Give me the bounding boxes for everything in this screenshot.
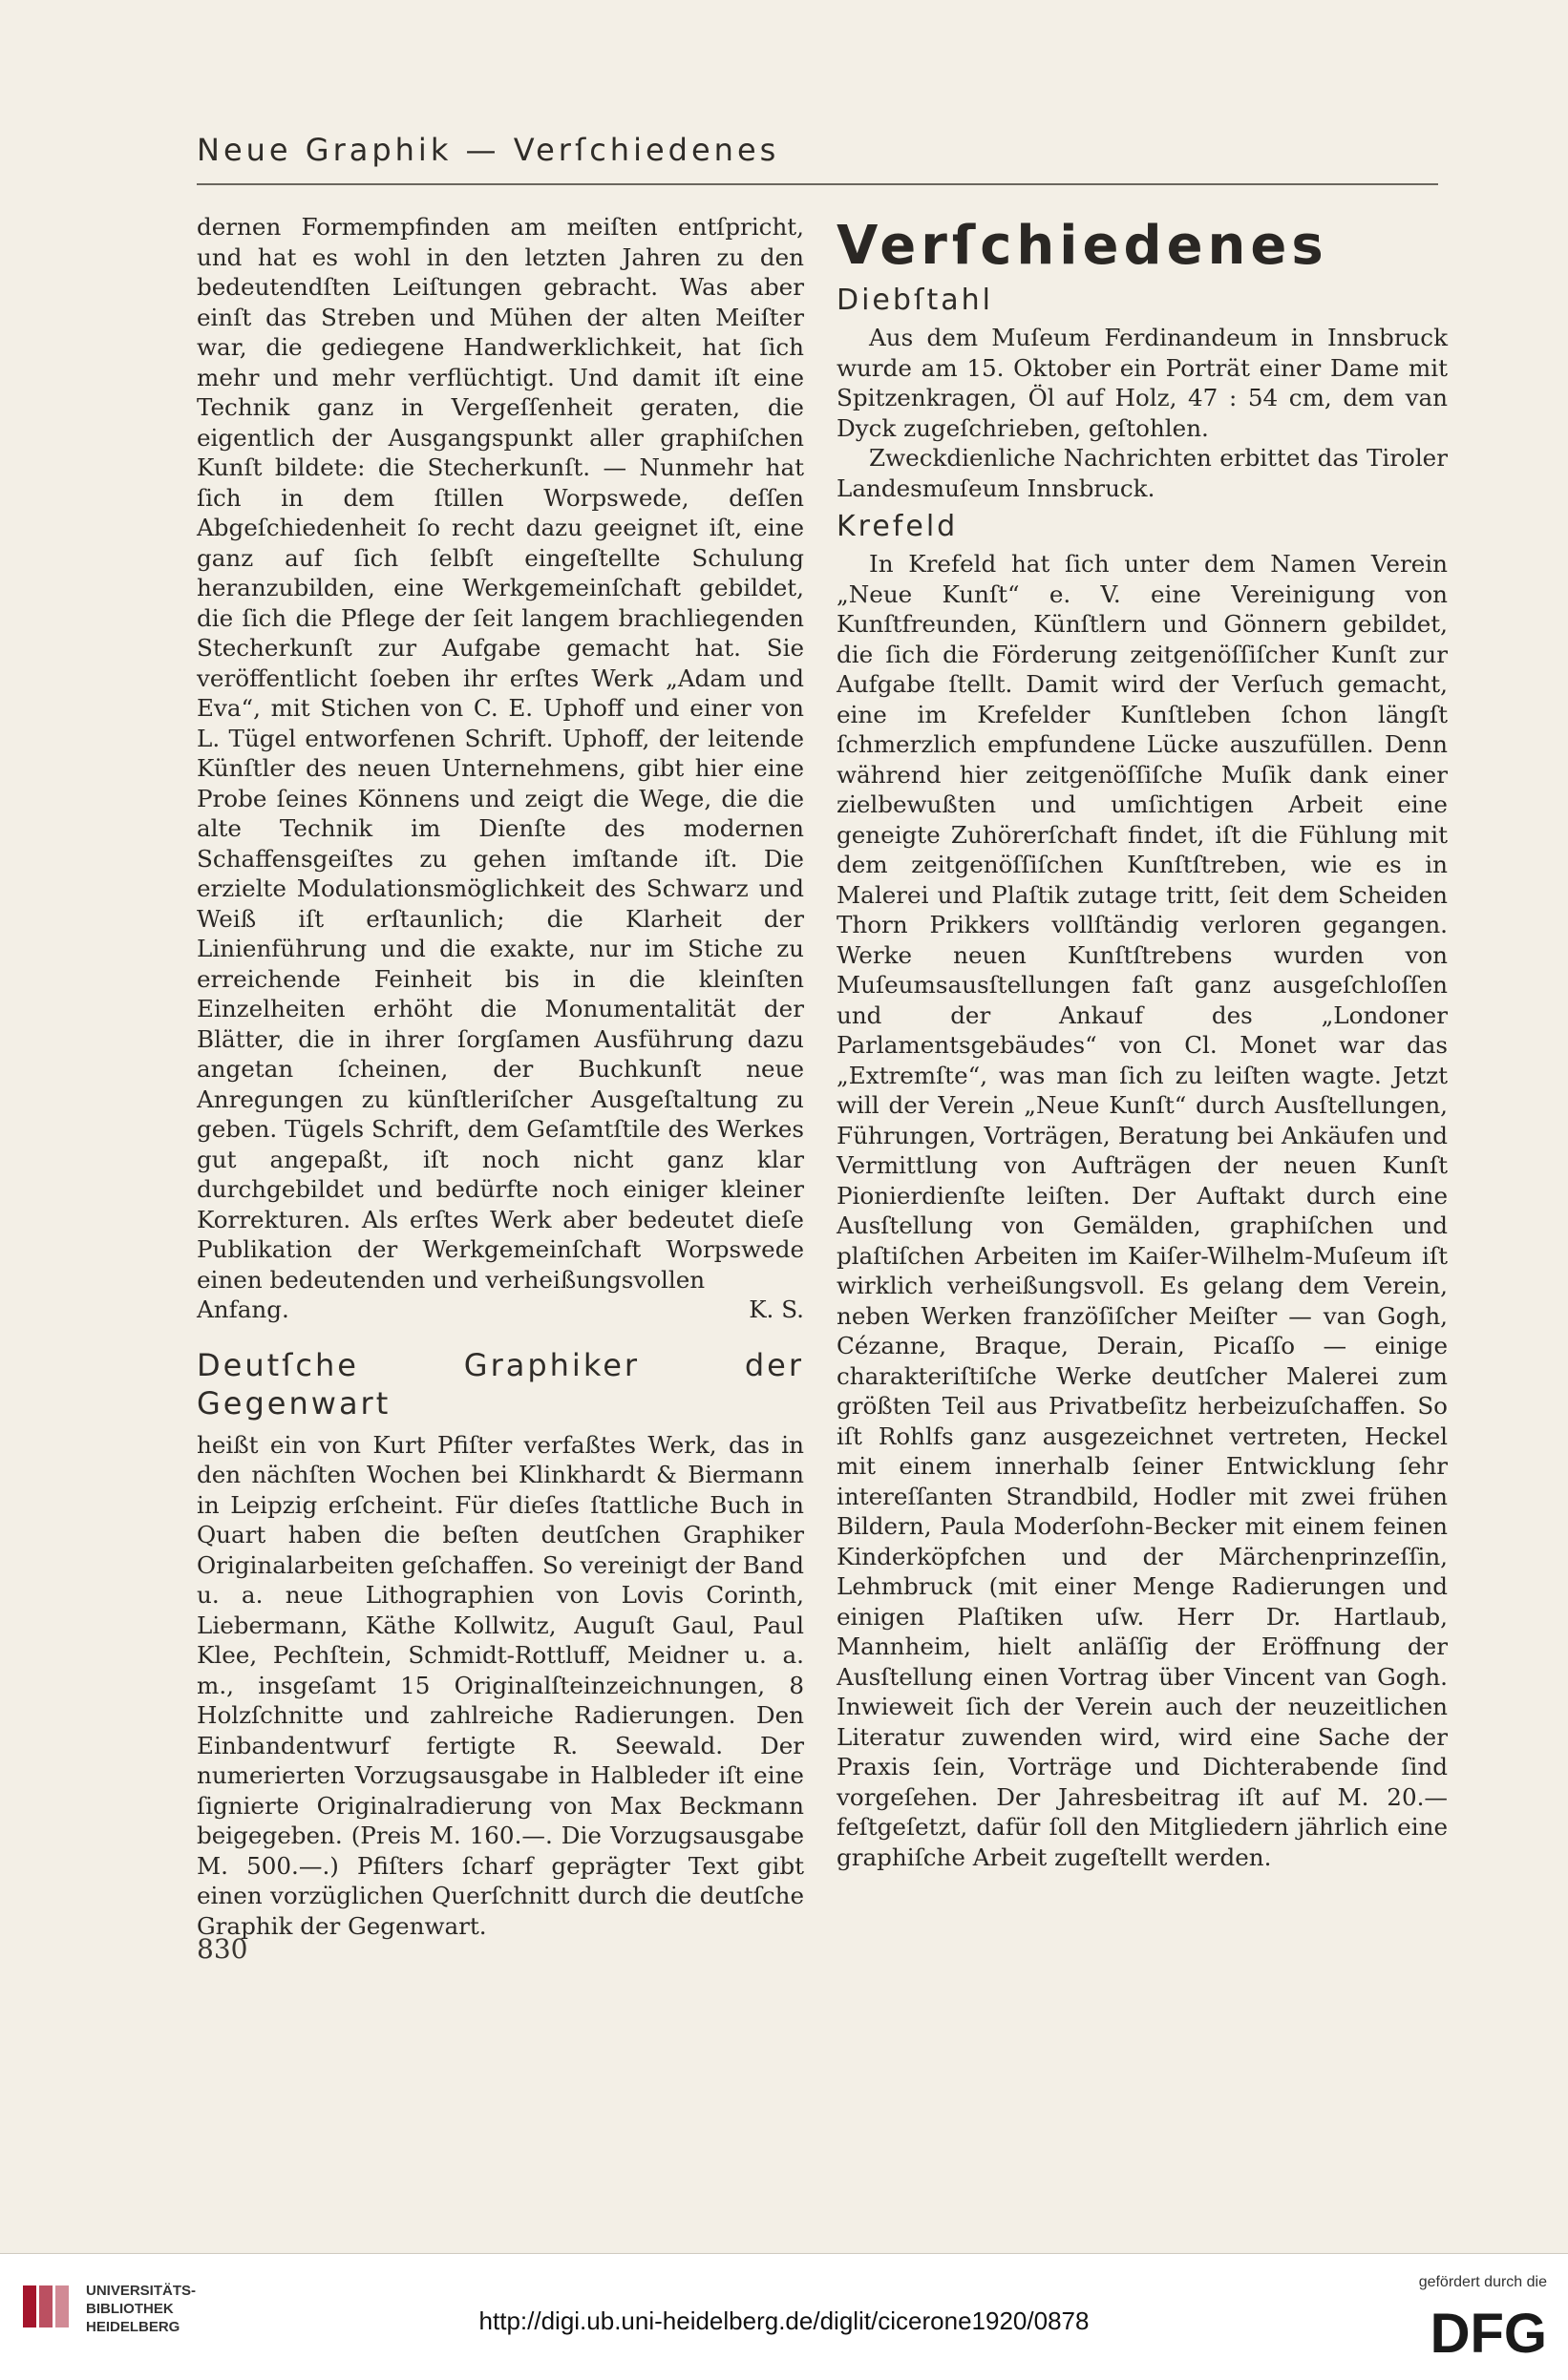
running-head: Neue Graphik — Verſchiedenes (197, 132, 780, 168)
dfg-logo-text: DFG (1430, 2303, 1547, 2360)
dfg-logo-icon[interactable] (1404, 2301, 1547, 2360)
right-column (837, 212, 1448, 1872)
article-continuation-text: dernen Formempfinden am meiſten entſpricht, und hat es wohl in den letzten Jahren zu den bedeutendſten Leiſtungen gebracht. Was aber einſt das Streben und Mühen der alten Meiſter war, die gediegene Handwerklichkeit, hat ſich mehr und mehr verflüchtigt. Und damit iſt eine Technik ganz in Vergeſſenheit geraten, die eigentlich der Ausgangspunkt aller graphiſchen Kunſt bildete: die Stecherkunſt. — Nunmehr hat ſich in dem ſtillen Worpswede, deſſen Abgeſchiedenheit ſo recht dazu geeignet iſt, eine ganz auf ſich ſelbſt eingeſtellte Schulung heranzubilden, eine Werkgemeinſchaft gebildet, die ſich die Pflege der ſeit langem brachliegenden Stecherkunſt zur Aufgabe gemacht hat. Sie veröffentlicht ſoeben ihr erſtes Werk „Adam und Eva“, mit Stichen von C. E. Uphoff und einer von L. Tügel entworfenen Schrift. Uphoff, der leitende Künſtler des neuen Unternehmens, gibt hier eine Probe ſeines Könnens und zeigt die Wege, die die alte Technik im Dienſte des modernen Schaffensgeiſtes zu gehen imſtande iſt. Die erzielte Modulationsmöglichkeit des Schwarz und Weiß iſt erſtaunlich; die Klarheit der Linienführung und die exakte, nur im Stiche zu erreichende Feinheit bis in die kleinſten Einzelheiten erhöht die Monumentalität der Blätter, die in ihrer ſorgſamen Ausführung dazu angetan ſcheinen, der Buchkunſt neue Anregungen zu künſtleriſcher Ausgeſtaltung zu geben. Tügels Schrift, dem Geſamtſtile des Werkes gut angepaßt, iſt noch nicht ganz klar durchgebildet und bedürfte noch einiger kleiner Korrekturen. Als erſtes Werk aber bedeutet dieſe Publikation der Werkgemeinſchaft Worpswede einen bedeutenden und verheißungsvollen (197, 213, 804, 1294)
library-name-line-1: UNIVERSITÄTS- (86, 2283, 197, 2299)
graphiker-subheading: Deutſche Graphiker der Gegenwart (197, 1346, 804, 1422)
page-number: 830 (197, 1933, 248, 1965)
header-rule (197, 183, 1438, 185)
funding-note: gefördert durch die (1418, 2274, 1547, 2290)
library-name-line-3: HEIDELBERG (86, 2319, 180, 2335)
article-closing-line (197, 1295, 804, 1325)
section-title: Verſchiedenes (837, 215, 1328, 277)
diebstahl-paragraph-2: Zweckdienliche Nachrichten erbittet das Tiroler Landesmuſeum Innsbruck. (837, 444, 1448, 502)
krefeld-text: In Krefeld hat ſich unter dem Namen Verein „Neue Kunſt“ e. V. eine Vereinigung von Kunſtfreunden, Künſtlern und Gönnern gebildet, die ſich die Förderung zeitgenöſſiſcher Kunſt zur Aufgabe ſtellt. Damit wird der Verſuch gemacht, eine im Krefelder Kunſtleben ſchon längſt ſchmerzlich empfundene Lücke auszufüllen. Denn während hier zeitgenöſſiſche Muſik dank einer zielbewußten und umſichtigen Arbeit eine geneigte Zuhörerſchaft findet, iſt die Fühlung mit dem zeitgenöſſiſchen Kunſtſtreben, wie es in Malerei und Plaſtik zutage tritt, ſeit dem Scheiden Thorn Prikkers vollſtändig verloren gegangen. Werke neuen Kunſtſtrebens wurden von Muſeumsausſtellungen faſt ganz ausgeſchloſſen und der Ankauf des „Londoner Parlamentsgebäudes“ von Cl. Monet war das „Extremſte“, was man ſich zu leiſten wagte. Jetzt will der Verein „Neue Kunſt“ durch Ausſtellungen, Führungen, Vorträgen, Beratung bei Ankäufen und Vermittlung von Aufträgen der neuen Kunſt Pionierdienſte leiſten. Der Auftakt durch eine Ausſtellung von Gemälden, graphiſchen und plaſtiſchen Arbeiten im Kaiſer-Wilhelm-Muſeum iſt wirklich verheißungsvoll. Es gelang dem Verein, neben Werken franzöſiſcher Meiſter — van Gogh, Cézanne, Braque, Derain, Picaſſo — einige charakteriſtiſche Werke deutſcher Malerei zum größten Teil aus Privatbeſitz herbeizuſchaffen. So iſt Rohlfs ganz ausgezeichnet vertreten, Heckel mit einem innerhalb ſeiner Entwicklung ſehr intereſſanten Strandbild, Hodler mit zwei frühen Bildern, Paula Moderſohn-Becker mit einem feinen Kinderköpfchen und der Märchenprinzeſſin, Lehmbruck (mit einer Menge Radierungen und einigen Plaſtiken uſw. Herr Dr. Hartlaub, Mannheim, hielt anläſſig der Eröffnung der Ausſtellung einen Vortrag über Vincent van Gogh. Inwieweit ſich der Verein auch der neuzeitlichen Literatur zuwenden wird, wird eine Sache der Praxis ſein, Vorträge und Dichterabende ſind vorgeſehen. Der Jahresbeitrag iſt auf M. 20.— feſtgeſetzt, dafür ſoll den Mitgliedern jährlich eine graphiſche Arbeit zugeſtellt werden. (837, 550, 1448, 1871)
left-column (197, 212, 804, 1941)
viewer-footer (0, 2253, 1568, 2380)
closing-word: Anfang. (197, 1295, 289, 1323)
library-name-line-2: BIBLIOTHEK (86, 2301, 174, 2317)
footer-rule (0, 2253, 1568, 2254)
diebstahl-heading: Diebſtahl (837, 284, 993, 317)
permalink-url[interactable]: http://digi.ub.uni-heidelberg.de/diglit/cicerone1920/0878 (478, 2306, 1090, 2335)
diebstahl-paragraph-1: Aus dem Muſeum Ferdinandeum in Innsbruck wurde am 15. Oktober ein Porträt einer Dame mit Spitzenkragen, Öl auf Holz, 47 : 54 cm, dem van Dyck zugeſchrieben, geſtohlen. (837, 324, 1448, 442)
krefeld-heading: Krefeld (837, 510, 959, 543)
author-signature: K. S. (749, 1295, 804, 1323)
graphiker-text: heißt ein von Kurt Pfiſter verfaßtes Werk, das in den nächſten Wochen bei Klinkhardt & Biermann in Leipzig erſcheint. Für dieſes ſtattliche Buch in Quart haben die beſten deutſchen Graphiker Originalarbeiten geſchaffen. So vereinigt der Band u. a. neue Lithographien von Lovis Corinth, Liebermann, Käthe Kollwitz, Auguſt Gaul, Paul Klee, Pechſtein, Schmidt-Rottluff, Meidner u. a. m., insgeſamt 15 Originalſteinzeichnungen, 8 Holzſchnitte und zahlreiche Radierungen. Den Einbandentwurf fertigte R. Seewald. Der numerierten Vorzugsausgabe in Halbleder iſt eine ſignierte Originalradierung von Max Beckmann beigegeben. (Preis M. 160.—. Die Vorzugsausgabe M. 500.—.) Pfiſters ſcharf geprägter Text gibt einen vorzüglichen Querſchnitt durch die deutſche Graphik der Gegenwart. (197, 1430, 804, 1940)
